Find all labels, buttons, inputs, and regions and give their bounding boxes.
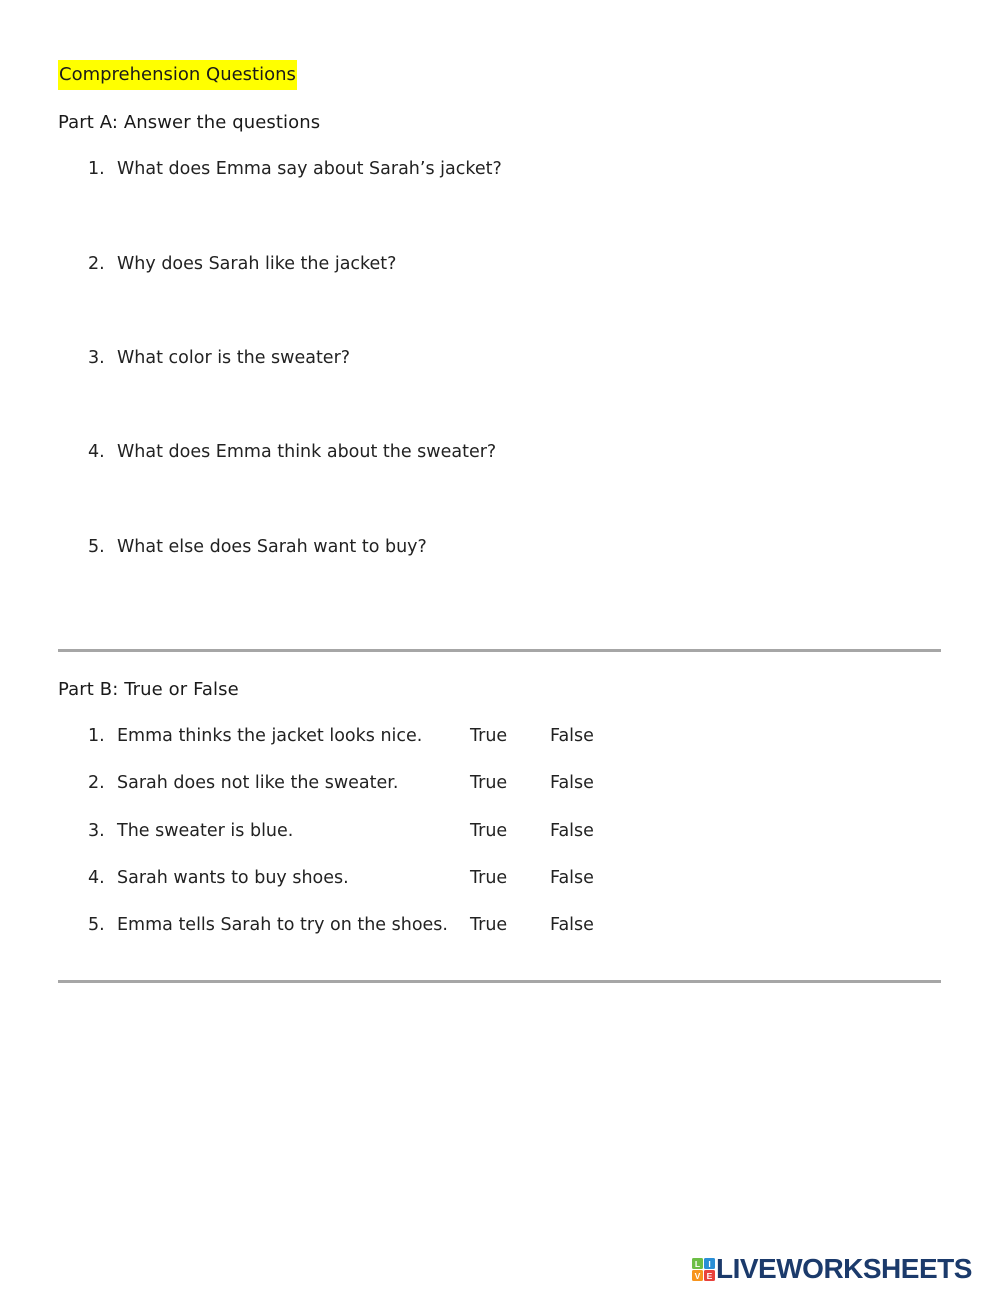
logo-letter-l: L [694, 1258, 701, 1269]
true-false-row-4 [88, 868, 688, 892]
statement-text: Sarah wants to buy shoes. [117, 868, 349, 888]
statement-number: 4. [88, 868, 105, 888]
statement-number: 3. [88, 821, 105, 841]
question-number: 4. [88, 442, 105, 462]
section-divider [58, 980, 941, 983]
part-a-question-5 [88, 537, 427, 557]
false-option[interactable]: False [550, 821, 594, 841]
true-option[interactable]: True [470, 868, 508, 888]
part-b-heading: Part B: True or False [58, 679, 239, 700]
worksheet-title: Comprehension Questions [58, 60, 297, 90]
false-option[interactable]: False [550, 726, 594, 746]
true-false-row-2 [88, 773, 688, 797]
question-number: 1. [88, 159, 105, 179]
question-number: 5. [88, 537, 105, 557]
false-option[interactable]: False [550, 915, 594, 935]
logo-letter-e: E [706, 1270, 713, 1281]
part-a-question-3 [88, 348, 350, 368]
logo-letter-i: I [708, 1258, 711, 1269]
part-a-question-4 [88, 442, 496, 462]
true-option[interactable]: True [470, 915, 508, 935]
question-text: What does Emma think about the sweater? [117, 442, 497, 462]
true-option[interactable]: True [470, 773, 508, 793]
question-number: 2. [88, 254, 105, 274]
true-false-row-3 [88, 821, 688, 845]
statement-text: Emma thinks the jacket looks nice. [117, 726, 423, 746]
true-option[interactable]: True [470, 821, 508, 841]
section-divider [58, 649, 941, 652]
part-a-question-2 [88, 254, 396, 274]
question-number: 3. [88, 348, 105, 368]
part-a-heading: Part A: Answer the questions [58, 112, 321, 133]
false-option[interactable]: False [550, 773, 594, 793]
liveworksheets-logo [692, 1255, 992, 1283]
question-text: What else does Sarah want to buy? [117, 537, 427, 557]
statement-number: 2. [88, 773, 105, 793]
logo-wordmark: LIVEWORKSHEETS [716, 1253, 972, 1284]
question-text: What color is the sweater? [117, 348, 351, 368]
statement-text: The sweater is blue. [117, 821, 294, 841]
logo-letter-v: V [694, 1270, 701, 1281]
question-text: What does Emma say about Sarah’s jacket? [117, 159, 502, 179]
statement-text: Emma tells Sarah to try on the shoes. [117, 915, 448, 935]
false-option[interactable]: False [550, 868, 594, 888]
liveworksheets-logo-icon [692, 1258, 716, 1281]
true-false-row-1 [88, 726, 688, 750]
true-option[interactable]: True [470, 726, 508, 746]
statement-number: 1. [88, 726, 105, 746]
true-false-row-5 [88, 915, 688, 939]
statement-text: Sarah does not like the sweater. [117, 773, 399, 793]
statement-number: 5. [88, 915, 105, 935]
question-text: Why does Sarah like the jacket? [117, 254, 397, 274]
part-a-question-1 [88, 159, 502, 179]
